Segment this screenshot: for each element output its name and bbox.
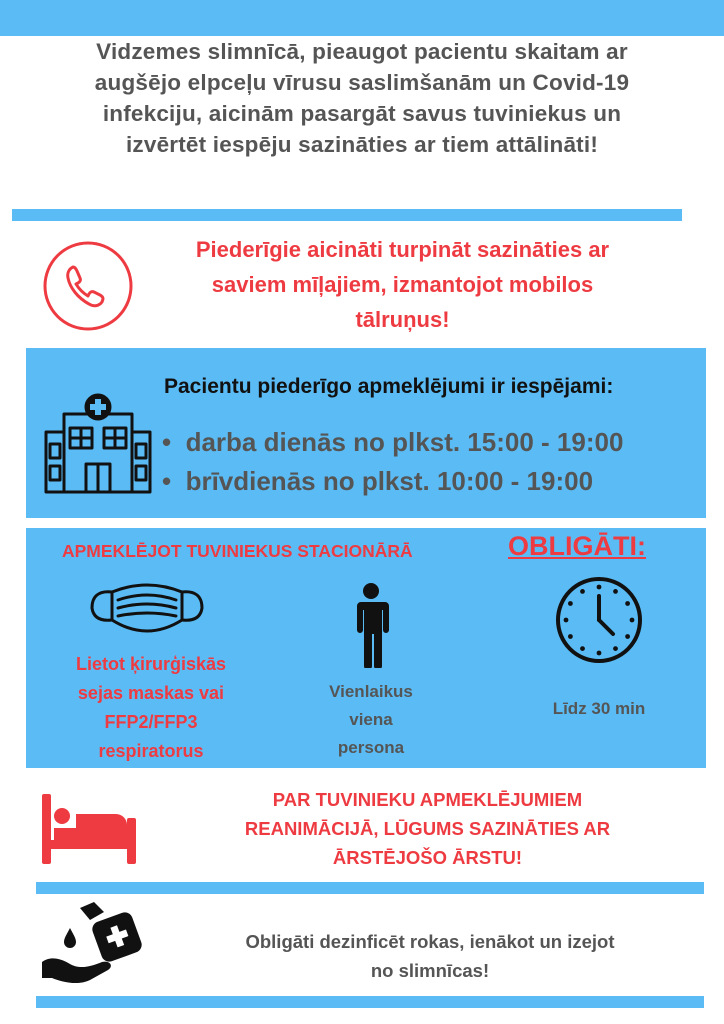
- hygiene-line: Obligāti dezinficēt rokas, ienākot un izejot: [245, 931, 615, 952]
- visits-item: • brīvdienās no plkst. 10:00 - 19:00: [162, 466, 594, 496]
- hygiene-line: no slimnīcas!: [370, 960, 490, 981]
- phone-line: Piederīgie aicināti turpināt sazināties ar: [195, 237, 610, 262]
- phone-line: tālruņus!: [355, 307, 450, 332]
- rule-person-text: Vienlaikus viena persona: [329, 682, 413, 757]
- icu-line: ĀRSTĒJOŠO ĀRSTU!: [332, 847, 523, 868]
- visits-list: [162, 423, 623, 501]
- section-divider: [12, 209, 682, 221]
- phone-icon: [42, 240, 134, 332]
- bed-icon: [40, 792, 138, 866]
- icu-line: PAR TUVINIEKU APMEKLĒJUMIEM: [272, 789, 583, 810]
- mandatory-heading: APMEKLĒJOT TUVINIEKUS STACIONĀRĀ: [62, 541, 413, 561]
- icu-text: [150, 785, 705, 872]
- visits-heading: Pacientu piederīgo apmeklējumi ir iespējami:: [164, 375, 614, 398]
- clock-icon: [555, 576, 643, 664]
- visits-item: • darba dienās no plkst. 15:00 - 19:00: [162, 427, 624, 457]
- person-icon: [351, 582, 391, 668]
- phone-text: [150, 232, 655, 337]
- face-mask-icon: [88, 580, 206, 642]
- mandatory-emphasis: OBLIGĀTI:: [508, 531, 646, 561]
- section-divider: [36, 882, 704, 894]
- intro-text: [20, 36, 704, 160]
- top-divider: [0, 0, 724, 36]
- hospital-icon: [40, 392, 156, 494]
- rule-time-text: Līdz 30 min: [552, 699, 646, 718]
- intro-line: izvērtēt iespēju sazināties ar tiem attālināti!: [125, 132, 599, 157]
- phone-line: saviem mīļajiem, izmantojot mobilos: [211, 272, 594, 297]
- hygiene-text: [170, 927, 690, 985]
- intro-line: Vidzemes slimnīcā, pieaugot pacientu skaitam ar: [96, 39, 628, 64]
- bottom-divider: [36, 996, 704, 1008]
- hand-sanitizer-icon: [40, 900, 152, 984]
- icu-line: REANIMĀCIJĀ, LŪGUMS SAZINĀTIES AR: [244, 818, 611, 839]
- intro-line: infekciju, aicinām pasargāt savus tuviniekus un: [102, 101, 622, 126]
- intro-line: augšējo elpceļu vīrusu saslimšanām un Covid-19: [94, 70, 630, 95]
- rule-mask-text: Lietot ķirurģiskās sejas maskas vai FFP2/FFP3 respiratorus: [75, 654, 227, 761]
